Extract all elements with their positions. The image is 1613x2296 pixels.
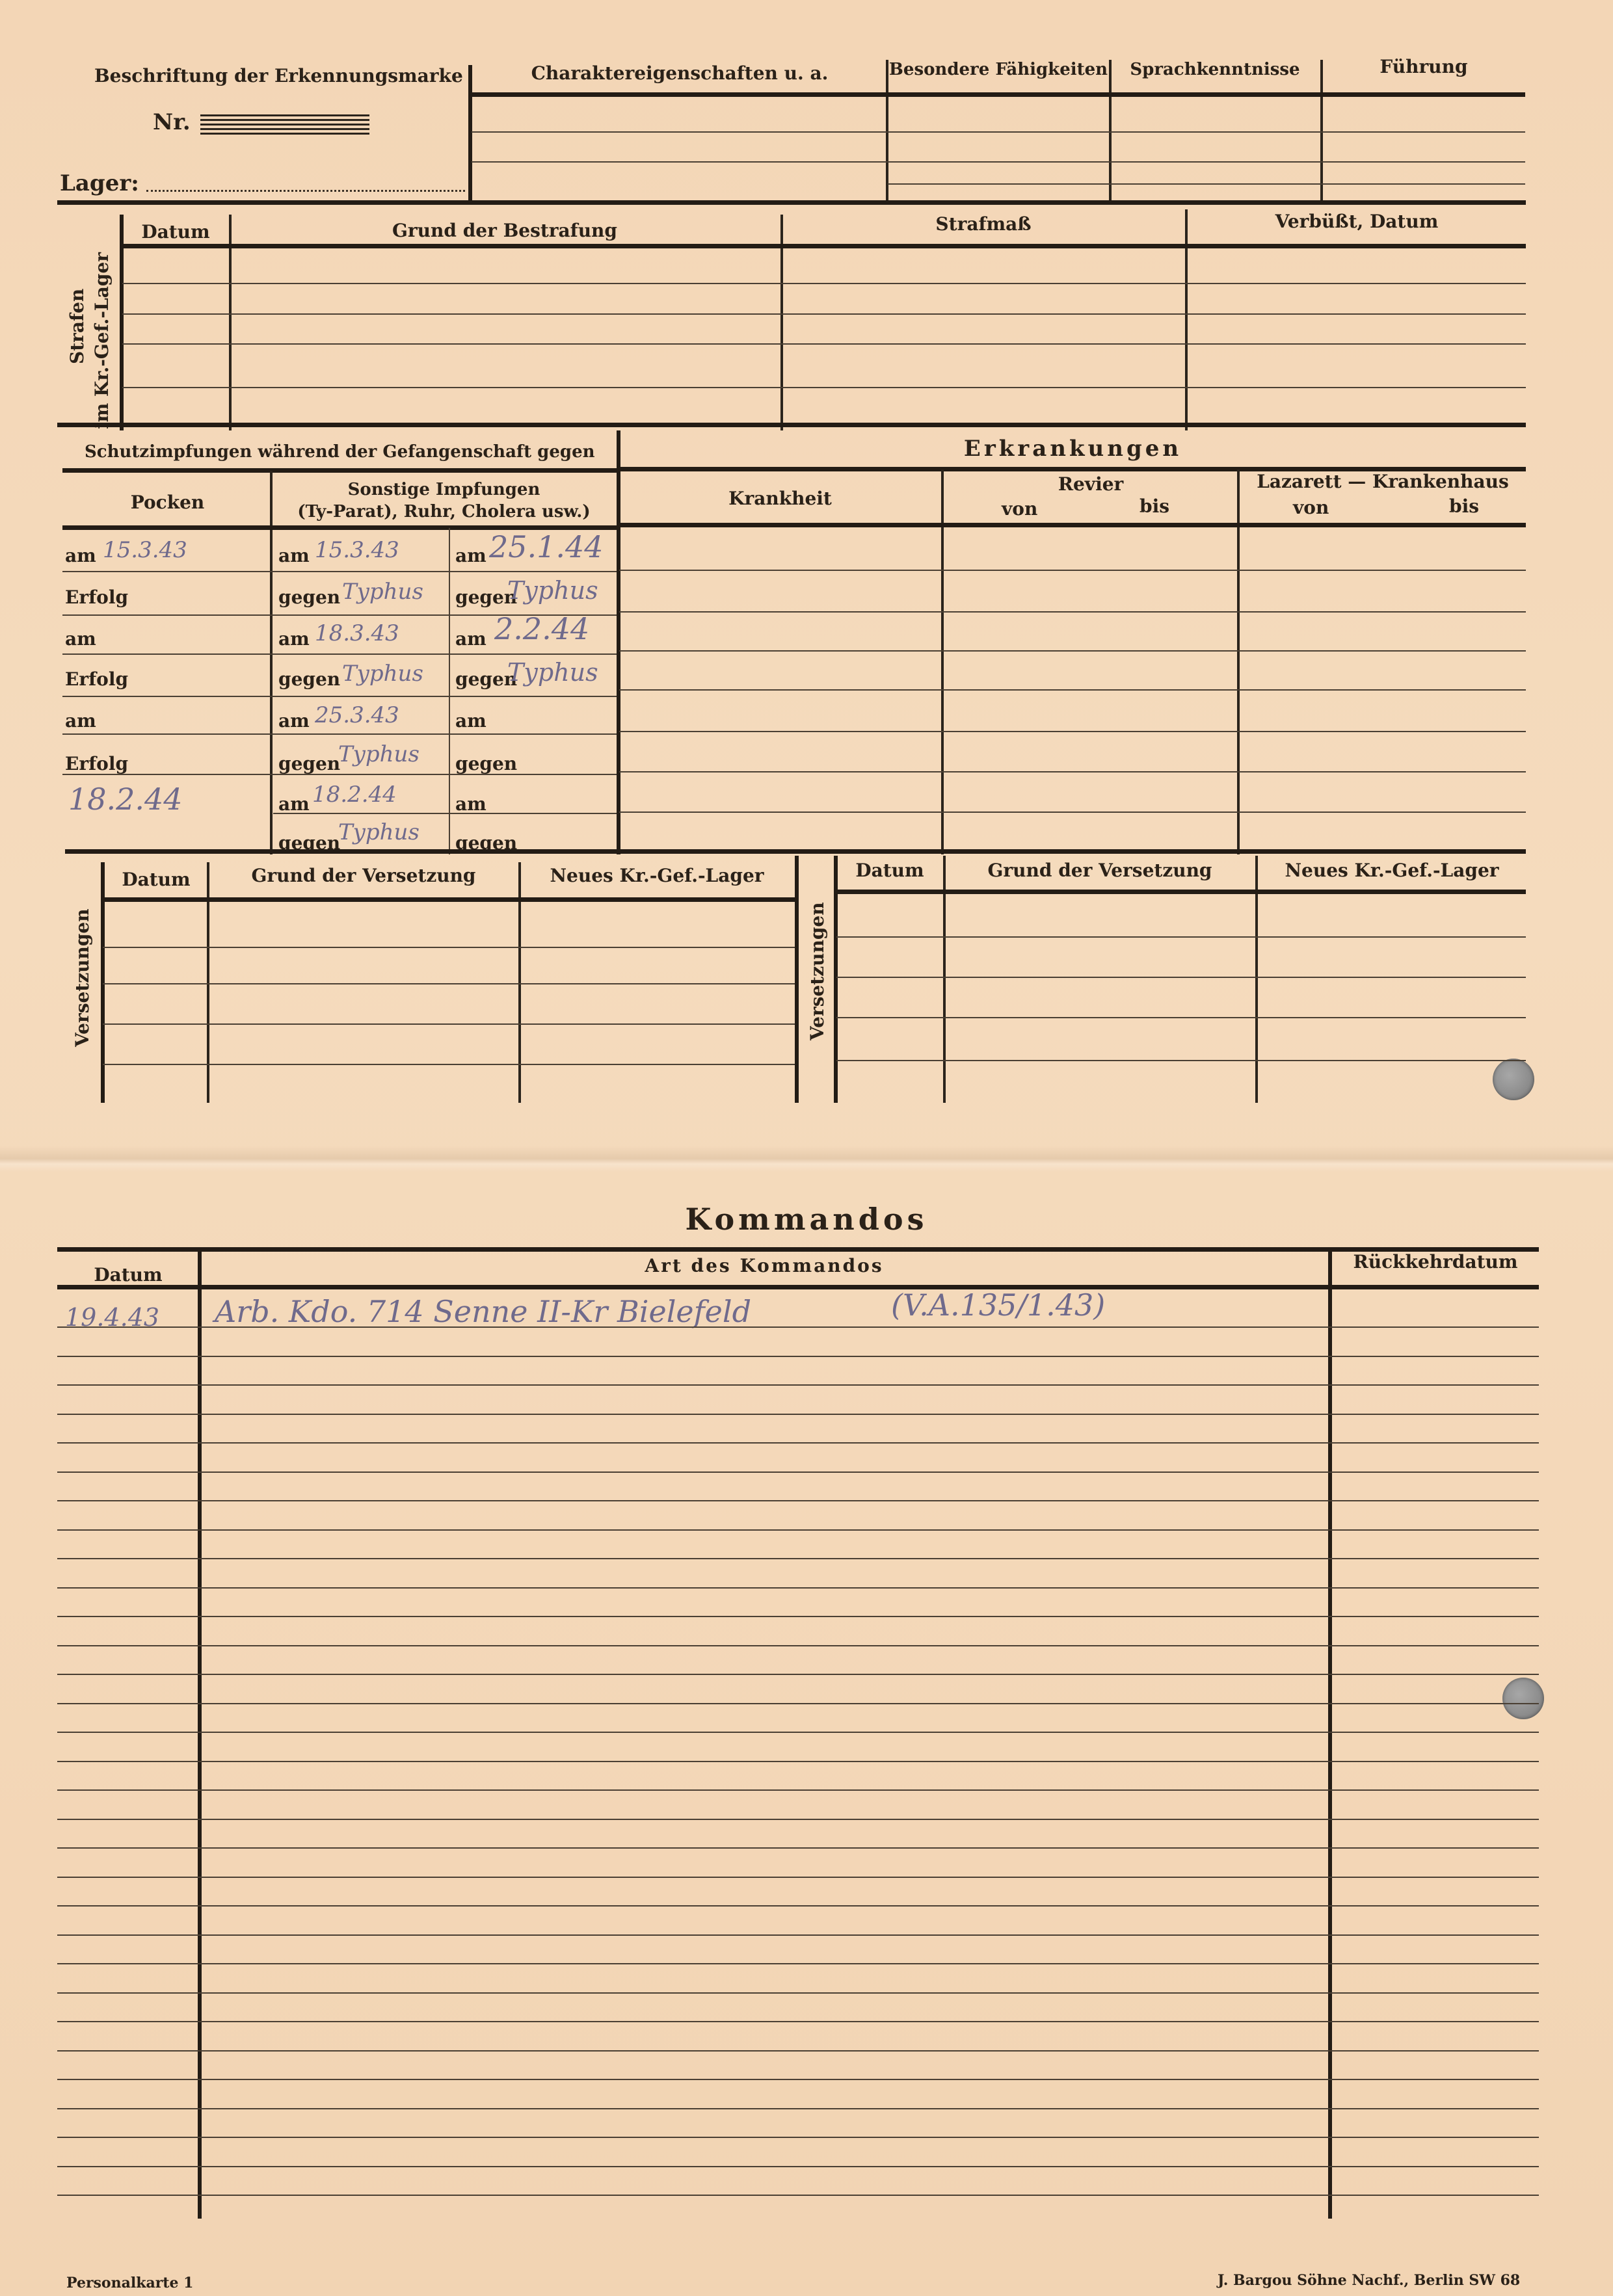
kommandos-row-line — [57, 1877, 1539, 1878]
vers-left-grund-header: Grund der Versetzung — [251, 865, 476, 886]
sonst1-am-3: am — [278, 710, 310, 732]
sonst2-gegen-4: gegen — [455, 832, 518, 854]
kommandos-row-line — [57, 1529, 1539, 1531]
kommandos-row-line — [57, 1645, 1539, 1646]
kommandos-row-line — [57, 1616, 1539, 1617]
vers-left-row-3 — [103, 1023, 795, 1025]
header-row-1 — [472, 131, 1525, 133]
vers-right-row-2 — [836, 977, 1526, 978]
sonst2-date-1: 25.1.44 — [489, 529, 604, 564]
strafen-row-2 — [122, 313, 1526, 315]
vers-left-neues-header: Neues Kr.-Gef.-Lager — [550, 865, 764, 886]
fuehrung-label: Führung — [1380, 56, 1468, 77]
erk-row-6 — [619, 771, 1526, 772]
kommandos-row-line — [57, 1963, 1539, 1964]
impf-col-divider-2 — [449, 528, 450, 854]
vers-left-row-2 — [103, 983, 795, 984]
kommandos-row-line — [57, 2195, 1539, 2196]
kommandos-row-line — [57, 1703, 1539, 1704]
vers-right-row-1 — [836, 936, 1526, 938]
sonstige-header-2: (Ty-Parat), Ruhr, Cholera usw.) — [297, 502, 591, 521]
vers-left-header-underline — [103, 897, 795, 902]
faehigkeiten-label: Besondere Fähigkeiten — [888, 60, 1108, 79]
paper-fold — [0, 1146, 1613, 1172]
lazarett-bis: bis — [1449, 495, 1479, 517]
sonst1-am-1: am — [278, 545, 310, 566]
header-underline — [472, 92, 1525, 97]
kommandos-entry-text: Arb. Kdo. 714 Senne II-Kr Bielefeld — [215, 1294, 752, 1329]
erk-row-4 — [619, 689, 1526, 691]
sonst1-am-4: am — [278, 793, 310, 815]
kommandos-row-line — [57, 2108, 1539, 2109]
kommandos-row-line — [57, 2050, 1539, 2052]
footer-right: J. Bargou Söhne Nachf., Berlin SW 68 — [1218, 2272, 1521, 2289]
vers-left-row-1 — [103, 947, 795, 948]
kommandos-row-line — [57, 2079, 1539, 2080]
kommandos-row-line — [57, 1414, 1539, 1415]
kommandos-rueckkehr-header: Rückkehrdatum — [1353, 1251, 1518, 1273]
lazarett-von: von — [1293, 497, 1329, 518]
vers-left-row-4 — [103, 1064, 795, 1065]
sonst2-gegen-2: gegen — [455, 668, 518, 690]
strafen-bottom-rule — [57, 423, 1526, 427]
vers-right-datum-header: Datum — [855, 860, 924, 881]
erk-row-7 — [619, 812, 1526, 813]
beschriftung-label: Beschriftung der Erkennungsmarke — [94, 65, 463, 86]
pocken-am-3: am — [65, 710, 96, 732]
kommandos-entry-note: (V.A.135/1.43) — [891, 1287, 1106, 1323]
kommandos-row-line — [57, 1732, 1539, 1733]
vers-left-right-border — [795, 856, 799, 1103]
kommandos-row-line — [57, 1471, 1539, 1473]
pocken-am-1: am — [65, 545, 96, 566]
pocken-date-1: 15.3.43 — [103, 537, 187, 563]
versetzungen-side-label-left: Versetzungen — [72, 908, 93, 1047]
vers-right-header-underline — [836, 890, 1526, 894]
header-row-3 — [888, 183, 1525, 185]
kommandos-row-line — [57, 1847, 1539, 1849]
vers-right-row-3 — [836, 1017, 1526, 1018]
nr-striped-field — [200, 114, 369, 137]
kommandos-row-line — [57, 1761, 1539, 1762]
strafen-header-underline — [120, 244, 1526, 248]
kommandos-art-header: Art des Kommandos — [645, 1255, 884, 1276]
pocken-erfolg-1: Erfolg — [65, 587, 129, 608]
kommandos-row-line — [57, 1326, 1539, 1328]
punch-hole-bottom — [1502, 1678, 1544, 1719]
sonst1-date-3: 25.3.43 — [315, 702, 399, 728]
header-bottom-rule — [57, 200, 1526, 205]
kommandos-row-line — [57, 1789, 1539, 1791]
strafen-col-divider-3 — [1185, 209, 1188, 430]
erkrankungen-title: Erkrankungen — [963, 436, 1182, 462]
sonst1-gegen-4: gegen — [278, 832, 341, 854]
krankheit-header: Krankheit — [728, 488, 832, 509]
sonst1-date-1: 15.3.43 — [315, 537, 399, 563]
strafen-row-3 — [122, 343, 1526, 345]
kommandos-row-line — [57, 2021, 1539, 2022]
sonst2-gegen-1: gegen — [455, 587, 518, 608]
revier-bis: bis — [1140, 495, 1169, 517]
kommandos-row-line — [57, 1587, 1539, 1589]
kommandos-row-line — [57, 1905, 1539, 1907]
kommandos-title: Kommandos — [685, 1202, 928, 1237]
pocken-erfolg-3-date: 18.2.44 — [68, 782, 183, 817]
kommandos-col-2 — [1328, 1250, 1332, 2219]
strafen-verbuesst-header: Verbüßt, Datum — [1275, 211, 1439, 232]
strafen-row-1 — [122, 283, 1526, 284]
nr-label: Nr. — [153, 109, 191, 135]
pocken-header: Pocken — [130, 492, 205, 513]
impf-row-7 — [273, 813, 617, 814]
vers-right-grund-header: Grund der Versetzung — [987, 860, 1212, 881]
kommandos-header-underline — [57, 1285, 1539, 1289]
kommandos-col-1 — [198, 1250, 202, 2219]
sonst2-gegen-value-2: Typhus — [507, 658, 598, 687]
kommandos-row-line — [57, 1500, 1539, 1501]
lazarett-header: Lazarett — Krankenhaus — [1257, 471, 1509, 492]
impf-row-3 — [62, 653, 617, 655]
kommandos-row-line — [57, 1384, 1539, 1386]
pocken-erfolg-3: Erfolg — [65, 753, 129, 774]
lager-dotted-line — [146, 190, 465, 192]
strafen-side-label: Strafen — [66, 288, 88, 364]
sonst1-am-2: am — [278, 628, 310, 650]
erk-row-5 — [619, 731, 1526, 732]
revier-header: Revier — [1058, 473, 1124, 495]
erk-row-1 — [619, 570, 1526, 571]
kommandos-top-rule — [57, 1247, 1539, 1252]
impf-row-1 — [62, 571, 617, 572]
strafen-side-label-2: im Kr.-Gef.-Lager — [91, 252, 113, 429]
erk-header-underline — [619, 523, 1526, 527]
sonst2-date-2: 2.2.44 — [494, 611, 590, 646]
erk-row-2 — [619, 611, 1526, 613]
sonst2-gegen-3: gegen — [455, 753, 518, 774]
sonstige-header-1: Sonstige Impfungen — [347, 480, 540, 499]
kommandos-row-line — [57, 1356, 1539, 1357]
sonst1-gegen-value-4: Typhus — [338, 819, 420, 845]
sonst1-gegen-value-1: Typhus — [342, 579, 423, 605]
sprachkenntnisse-label: Sprachkenntnisse — [1130, 60, 1300, 79]
impf-row-4 — [62, 696, 617, 697]
impf-row-5 — [62, 733, 617, 735]
sonst1-gegen-1: gegen — [278, 587, 341, 608]
strafen-grund-header: Grund der Bestrafung — [392, 220, 617, 241]
header-divider-main — [468, 65, 472, 203]
kommandos-row-line — [57, 1674, 1539, 1675]
strafen-row-4 — [122, 387, 1526, 388]
kommandos-row-line — [57, 1442, 1539, 1444]
strafen-datum-header: Datum — [141, 221, 210, 243]
lager-label: Lager: — [60, 170, 139, 196]
kommandos-row-line — [57, 1558, 1539, 1559]
kommandos-datum-header: Datum — [94, 1264, 163, 1286]
kommandos-row-line — [57, 1992, 1539, 1994]
strafen-strafmass-header: Strafmaß — [935, 213, 1032, 235]
pocken-am-2: am — [65, 628, 96, 650]
charakter-label: Charaktereigenschaften u. a. — [531, 62, 829, 84]
sonst2-am-4: am — [455, 793, 487, 815]
impf-erk-bottom-rule — [65, 849, 1526, 854]
kommandos-row-line — [57, 2137, 1539, 2138]
erk-row-3 — [619, 650, 1526, 652]
sonst1-date-4: 18.2.44 — [312, 782, 397, 808]
kommandos-row-line — [57, 2166, 1539, 2167]
sonst1-gegen-2: gegen — [278, 668, 341, 690]
pocken-erfolg-2: Erfolg — [65, 668, 129, 690]
sonst1-date-2: 18.3.43 — [315, 620, 399, 646]
sonst2-am-3: am — [455, 710, 487, 732]
sonst2-gegen-value-1: Typhus — [507, 576, 598, 605]
impfungen-title: Schutzimpfungen während der Gefangenschaft gegen — [85, 442, 595, 462]
header-row-2 — [472, 161, 1525, 163]
sonst1-gegen-3: gegen — [278, 753, 341, 774]
impfungen-title-underline — [62, 468, 617, 473]
kommandos-row-line — [57, 1934, 1539, 1936]
kommandos-entry-date: 19.4.43 — [65, 1303, 160, 1332]
versetzungen-side-label-right: Versetzungen — [806, 902, 828, 1040]
revier-von: von — [1002, 498, 1038, 520]
sonst2-am-2: am — [455, 628, 487, 650]
vers-left-datum-header: Datum — [122, 869, 191, 890]
footer-left: Personalkarte 1 — [66, 2275, 194, 2291]
sonst2-am-1: am — [455, 545, 487, 566]
sonst1-gegen-value-2: Typhus — [342, 661, 423, 687]
sonst1-gegen-value-3: Typhus — [338, 741, 420, 767]
vers-right-neues-header: Neues Kr.-Gef.-Lager — [1285, 860, 1499, 881]
vers-right-row-4 — [836, 1060, 1526, 1061]
punch-hole-top — [1493, 1059, 1534, 1100]
kommandos-row-line — [57, 1819, 1539, 1820]
